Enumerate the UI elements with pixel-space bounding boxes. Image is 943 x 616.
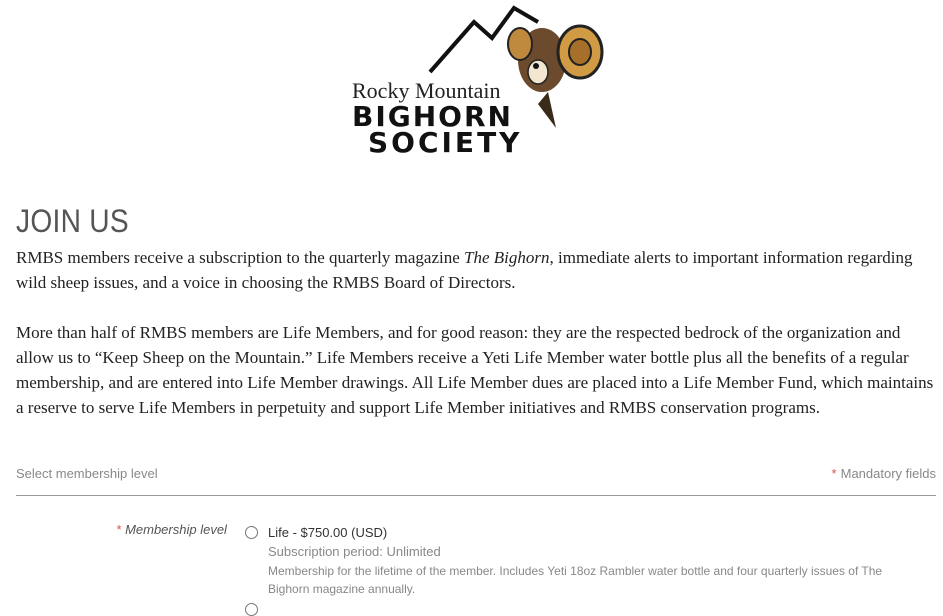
section-label: Select membership level xyxy=(16,466,158,481)
logo-line-1: Rocky Mountain xyxy=(352,78,501,103)
society-logo xyxy=(342,0,620,160)
membership-level-label-text: Membership level xyxy=(125,522,227,537)
required-marker: * xyxy=(116,522,122,537)
mandatory-label: Mandatory fields xyxy=(840,466,936,481)
ram-mountain-logo-icon xyxy=(342,0,620,160)
membership-option-next-radio[interactable] xyxy=(245,603,258,616)
membership-option-life-period: Subscription period: Unlimited xyxy=(268,544,441,559)
membership-section-header xyxy=(16,464,936,486)
membership-option-life-description: Membership for the lifetime of the member. Includes Yeti 18oz Rambler water bottle and four quarterly issues of The Bighorn magazine annually. xyxy=(268,564,883,596)
membership-option-life-title[interactable]: Life - $750.00 (USD) xyxy=(268,525,388,540)
intro-paragraph-2: More than half of RMBS members are Life Members, and for good reason: they are the respected bedrock of the organization and allow us to “Keep Sheep on the Mountain.” Life Members receive a Yeti Life Member water bottle plus all the benefits of a regular membership, and are entered into Life Member drawings. All Life Member dues are placed into a Life Member Fund, which maintains a reserve to serve Life Members in perpetuity and support Life Member initiatives and RMBS conservation programs. xyxy=(16,323,934,417)
intro-1-text-b: , immediate alerts to important information regarding wild sheep issues, and a voice in choosing the RMBS Board of Directors. xyxy=(16,248,913,292)
magazine-title: The Bighorn xyxy=(464,248,550,267)
logo-line-2: BIGHORN xyxy=(352,100,513,133)
mandatory-note xyxy=(832,466,936,481)
required-marker: * xyxy=(831,466,837,481)
page-title: JOIN US xyxy=(16,203,129,240)
logo-line-3: SOCIETY xyxy=(368,126,523,159)
intro-1-text-a: RMBS members receive a subscription to the quarterly magazine xyxy=(16,248,465,267)
section-divider xyxy=(16,495,936,496)
intro-paragraph-1 xyxy=(16,245,936,295)
membership-option-life-radio[interactable] xyxy=(245,526,258,539)
membership-level-label xyxy=(116,522,227,537)
